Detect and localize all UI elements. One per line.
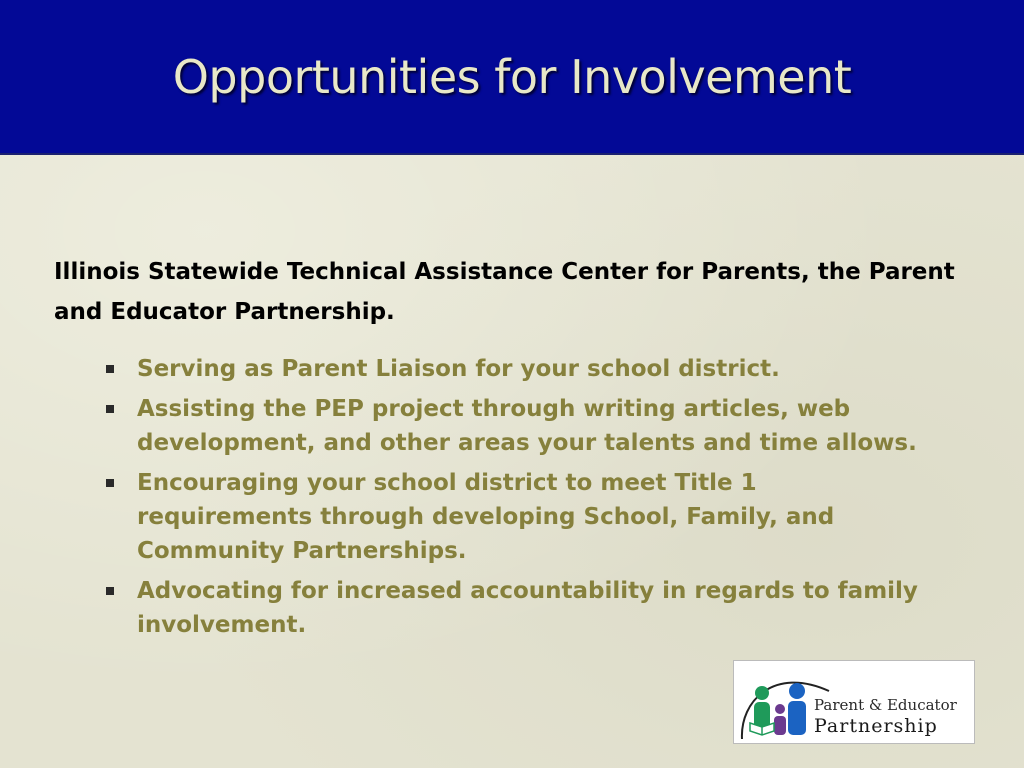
square-bullet-icon	[106, 479, 114, 487]
intro-text: Illinois Statewide Technical Assistance Center for Parents, the Parent and Educator Partnership.	[54, 259, 955, 325]
logo-line2: Partnership	[814, 715, 938, 737]
square-bullet-icon	[106, 587, 114, 595]
slide-title: Opportunities for Involvement	[172, 50, 852, 104]
bullet-text: Serving as Parent Liaison for your school district.	[137, 356, 780, 382]
bullet-text: Advocating for increased accountability in regards to family involvement.	[137, 578, 918, 638]
square-bullet-icon	[106, 365, 114, 373]
bullet-item	[104, 574, 934, 642]
bullet-item	[104, 352, 934, 386]
bullet-item	[104, 466, 934, 568]
logo-line1: Parent & Educator	[814, 696, 957, 714]
bullet-list	[104, 352, 934, 648]
bullet-text: Assisting the PEP project through writing articles, web development, and other areas your talents and time allows.	[137, 396, 917, 456]
pep-logo	[733, 660, 975, 744]
square-bullet-icon	[106, 405, 114, 413]
title-bar	[0, 0, 1024, 155]
bullet-text: Encouraging your school district to meet Title 1 requirements through developing School, Family, and Community Partnerships.	[137, 470, 835, 564]
bullet-item	[104, 392, 934, 460]
